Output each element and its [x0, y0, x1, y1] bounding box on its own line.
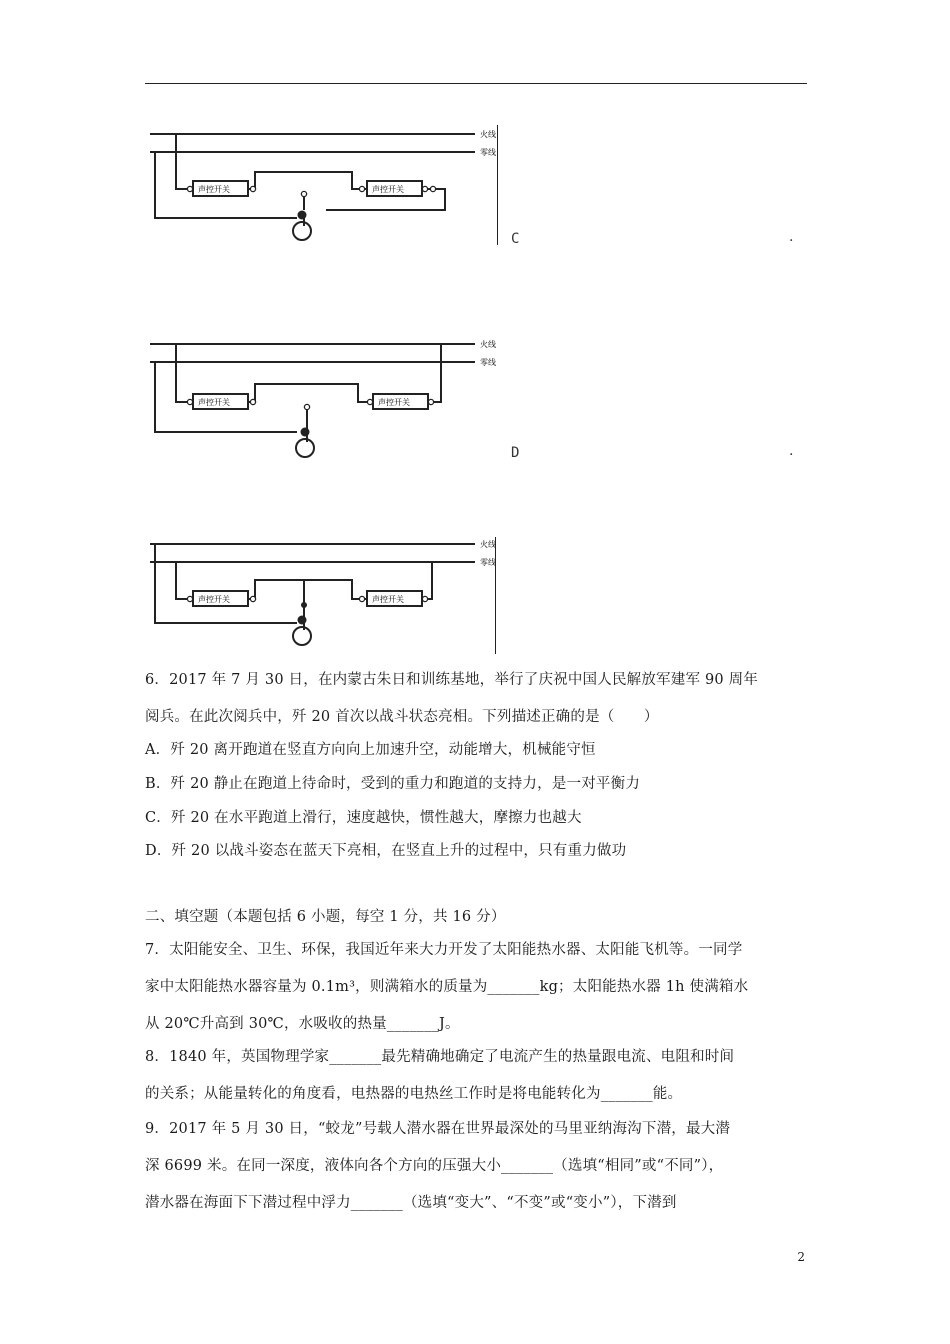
q9-line: 潜水器在海面下下潜过程中浮力_______（选填“变大”、“不变”或“变小”），下潜到: [145, 1195, 677, 1211]
live-label: 火线: [480, 540, 496, 549]
q7-line: 从 20℃升高到 30℃，水吸收的热量_______J。: [145, 1016, 460, 1032]
q6-option-a: A．歼 20 离开跑道在竖直方向向上加速升空，动能增大，机械能守恒: [145, 742, 596, 758]
option-c-dot: .: [789, 229, 794, 245]
q6-option-c: C．歼 20 在水平跑道上滑行，速度越快，惯性越大，摩擦力也越大: [145, 810, 582, 826]
switch-label: 声控开关: [198, 595, 230, 604]
header-rule: [145, 83, 807, 84]
live-label: 火线: [480, 340, 496, 349]
answer-divider: [495, 537, 496, 654]
switch-label: 声控开关: [378, 398, 410, 407]
neutral-label: 零线: [480, 358, 496, 367]
q7-line: 7．太阳能安全、卫生、环保，我国近年来大力开发了太阳能热水器、太阳能飞机等。一同学: [145, 942, 743, 958]
q9-line: 9．2017 年 5 月 30 日，“蛟龙”号载人潜水器在世界最深处的马里亚纳海沟下潜，最大潜: [145, 1121, 731, 1137]
option-d-label: D: [511, 445, 520, 461]
q7-line: 家中太阳能热水器容量为 0.1m³，则满箱水的质量为_______kg；太阳能热水器 1h 使满箱水: [145, 979, 749, 995]
circuit-diagram-3: [145, 532, 500, 657]
neutral-label: 零线: [480, 148, 496, 157]
switch-label: 声控开关: [372, 185, 404, 194]
q6-stem-line: 阅兵。在此次阅兵中，歼 20 首次以战斗状态亮相。下列描述正确的是（ ）: [145, 709, 659, 725]
q8-line: 的关系；从能量转化的角度看，电热器的电热丝工作时是将电能转化为_______能。: [145, 1086, 683, 1102]
section-title: 二、填空题（本题包括 6 小题，每空 1 分，共 16 分）: [145, 909, 506, 925]
live-label: 火线: [480, 130, 496, 139]
q6-stem-line: 6．2017 年 7 月 30 日，在内蒙古朱日和训练基地，举行了庆祝中国人民解放军建军 90 周年: [145, 672, 759, 688]
answer-divider: [497, 125, 498, 245]
switch-label: 声控开关: [372, 595, 404, 604]
switch-label: 声控开关: [198, 398, 230, 407]
q9-line: 深 6699 米。在同一深度，液体向各个方向的压强大小_______（选填“相同”或“不同”），: [145, 1158, 724, 1174]
circuit-diagram-c: [145, 122, 500, 247]
q6-option-b: B．歼 20 静止在跑道上待命时，受到的重力和跑道的支持力，是一对平衡力: [145, 776, 641, 792]
page-number: 2: [797, 1250, 805, 1264]
option-c-label: C: [511, 231, 520, 247]
q8-line: 8．1840 年，英国物理学家_______最先精确地确定了电流产生的热量跟电流、电阻和时间: [145, 1049, 735, 1065]
neutral-label: 零线: [480, 558, 496, 567]
q6-option-d: D．歼 20 以战斗姿态在蓝天下亮相，在竖直上升的过程中，只有重力做功: [145, 843, 627, 859]
option-d-dot: .: [789, 443, 794, 459]
circuit-diagram-d: [145, 332, 500, 462]
switch-label: 声控开关: [198, 185, 230, 194]
